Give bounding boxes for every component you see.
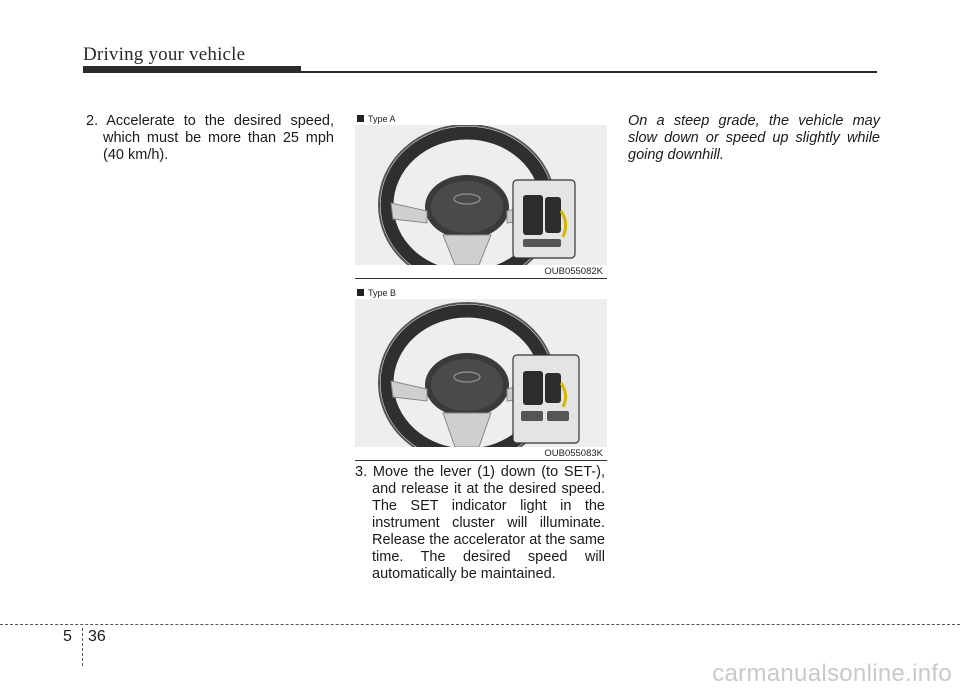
header-title: Driving your vehicle bbox=[83, 44, 246, 65]
steering-wheel-icon bbox=[355, 125, 607, 265]
figure-label bbox=[355, 287, 607, 299]
steering-wheel-icon bbox=[355, 299, 607, 447]
figure-type-b bbox=[355, 287, 607, 461]
step-3-text: 3. Move the lever (1) down (to SET-), and release it at the desired speed. The SET indicator light in the instrument cluster will illuminate. Release the accelerator at the same time. The desired speed will automatically be maintained. bbox=[355, 464, 605, 582]
figure-code: OUB055082K bbox=[544, 266, 603, 277]
page-number: 36 bbox=[88, 628, 106, 645]
watermark: carmanualsonline.info bbox=[712, 660, 952, 687]
figure-label bbox=[355, 113, 607, 125]
figure-type-label: Type A bbox=[368, 114, 396, 124]
figure-rule bbox=[355, 460, 607, 461]
figure-type-label: Type B bbox=[368, 288, 397, 298]
figure-code: OUB055083K bbox=[544, 448, 603, 459]
chapter-number: 5 bbox=[63, 628, 72, 645]
figure-type-a bbox=[355, 113, 607, 279]
step-2-text: 2. Accelerate to the desired speed, which must be more than 25 mph (40 km/h). bbox=[86, 113, 334, 163]
header-rule bbox=[83, 71, 877, 73]
footer-rule bbox=[0, 624, 960, 625]
figure-rule bbox=[355, 278, 607, 279]
square-bullet-icon bbox=[357, 289, 364, 296]
note-text: On a steep grade, the vehicle may slow down or speed up slightly while going downhill. bbox=[628, 113, 880, 163]
right-column bbox=[628, 113, 880, 164]
square-bullet-icon bbox=[357, 115, 364, 122]
footer-divider bbox=[82, 628, 83, 666]
left-column bbox=[86, 113, 334, 164]
middle-column bbox=[355, 464, 605, 583]
